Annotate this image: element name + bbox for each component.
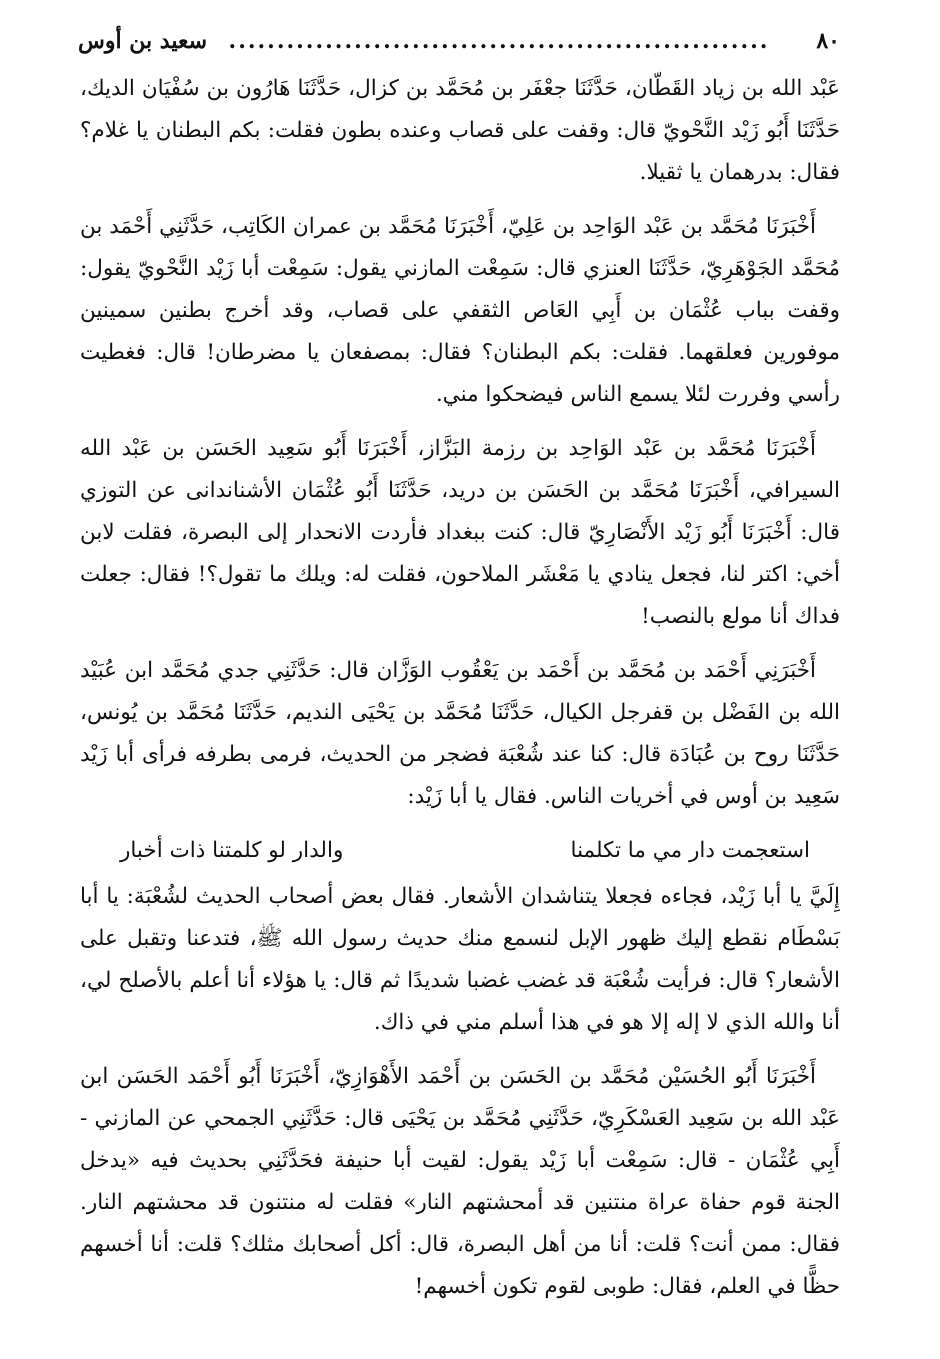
running-header [78, 28, 840, 64]
paragraph: أَخْبَرَنَا مُحَمَّد بن عَبْد الوَاحِد بن رزمة البَزَّاز، أَخْبَرَنَا أَبُو سَعِيد الحَسَن بن عَبْد الله السيرافي، أَخْبَرَنَا مُحَمَّد بن الحَسَن بن دريد، حَدَّثَنَا أَبُو عُثْمَان الأشناندانى عن التوزي قال: أَخْبَرَنَا أَبُو زَيْد الأَنْصَارِيّ قال: كنت ببغداد فأردت الانحدار إلى البصرة، فقلت لابن أخي: اكتر لنا، فجعل ينادي يا مَعْشَر الملاحون، فقلت له: ويلك ما تقول؟! فقال: جعلت فداك أنا مولع بالنصب! [80, 436, 840, 629]
header-leader-dots: ........................................................ [228, 28, 770, 54]
poetry-verse [80, 830, 840, 872]
paragraph: أَخْبَرَنَا مُحَمَّد بن عَبْد الوَاحِد بن عَلِيّ، أَخْبَرَنَا مُحَمَّد بن عمران الكَاتِب، حَدَّثَنِي أَحْمَد بن مُحَمَّد الجَوْهَرِيّ، حَدَّثَنَا العنزي قال: سَمِعْت المازني يقول: سَمِعْت أبا زَيْد النَّحْويّ يقول: وقفت بباب عُثْمَان بن أَبِي العَاص الثقفي على قصاب، وقد أخرج بطنين سمينين موفورين فعلقهما. فقلت: بكم البطنان؟ فقال: بمصفعان يا مضرطان! قال: فغطيت رأسي وفررت لئلا يسمع الناس فيضحكوا مني. [80, 214, 840, 407]
verse-second-hemistich: والدار لو كلمتنا ذات أخبار [120, 838, 344, 863]
paragraph: إِلَيَّ يا أبا زَيْد، فجاءه فجعلا يتناشدان الأشعار. فقال بعض أصحاب الحديث لشُعْبَة: يا أبا بَسْطَام نقطع إليك ظهور الإبل لنسمع منك حديث رسول الله ﷺ، فتدعنا وتقبل على الأشعار؟ قال: فرأيت شُعْبَة قد غضب غضبا شديدًا ثم قال: يا هؤلاء أنا أعلم بالأصلح لي، أنا والله الذي لا إله إلا هو في هذا أسلم مني في ذاك. [80, 884, 840, 1035]
paragraph: أَخْبَرَنَا أَبُو الحُسَيْن مُحَمَّد بن الحَسَن بن أَحْمَد الأَهْوَازِيّ، أَخْبَرَنَا أَبُو أَحْمَد الحَسَن ابن عَبْد الله بن سَعِيد العَسْكَرِيّ، حَدَّثَنِي مُحَمَّد بن يَحْيَى قال: حَدَّثَنِي الجمحي عن المازني - أَبِي عُثْمَان - قال: سَمِعْت أبا زَيْد يقول: لقيت أبا حنيفة فحَدَّثَنِي بحديث فيه «يدخل الجنة قوم حفاة عراة منتنين قد أمحشتهم النار» فقلت له منتنون قد محشتهم النار. فقال: ممن أنت؟ قلت: أنا من أهل البصرة، قال: أكل أصحابك مثلك؟ قلت: أنا أخسهم حظًّا في العلم، فقال: طوبى لقوم تكون أخسهم! [80, 1064, 840, 1299]
verse-first-hemistich: استعجمت دار مي ما تكلمنا [570, 838, 810, 863]
page-body [80, 68, 840, 1320]
paragraph: أَخْبَرَنِي أَحْمَد بن مُحَمَّد بن أَحْمَد بن يَعْقُوب الوَزَّان قال: حَدَّثَنِي جدي مُحَمَّد ابن عُبَيْد الله بن الفَضْل بن قفرجل الكيال، حَدَّثَنَا مُحَمَّد بن يَحْيَى النديم، حَدَّثَنَا مُحَمَّد بن يُونس، حَدَّثَنَا روح بن عُبَادَة قال: كنا عند شُعْبَة فضجر من الحديث، فرمى بطرفه فرأى أبا زَيْد سَعِيد بن أوس في أخريات الناس. فقال يا أبا زَيْد: [80, 658, 840, 809]
paragraph: عَبْد الله بن زياد القَطّان، حَدَّثَنَا جعْفَر بن مُحَمَّد بن كزال، حَدَّثَنَا هَارُون بن سُفْيَان الديك، حَدَّثَنَا أَبُو زَيْد النَّحْويّ قال: وقفت على قصاب وعنده بطون فقلت: بكم البطنان يا غلام؟ فقال: بدرهمان يا ثقيلا. [80, 76, 840, 185]
header-title: سعيد بن أوس [78, 28, 208, 54]
page-number: ٨٠ [816, 28, 840, 54]
